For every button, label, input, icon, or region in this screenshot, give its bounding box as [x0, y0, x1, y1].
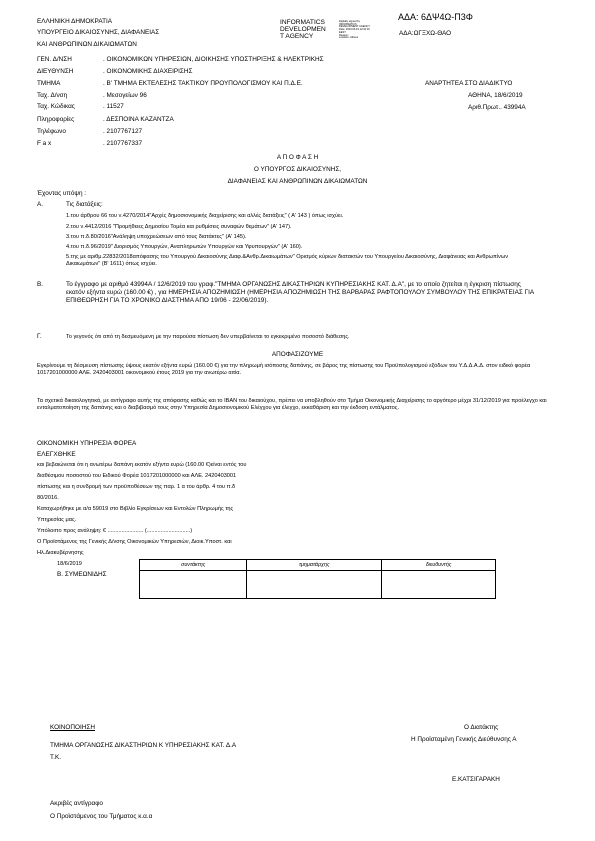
- field-label-info: Πληροφορίες: [37, 116, 75, 123]
- it-agency-logo: [280, 20, 326, 41]
- sig-note-4: Date: 2019.06.19 12:10:16: [339, 28, 370, 32]
- ada-code: ΑΔΑ: 6ΔΨ4Ω-Π3Φ: [398, 12, 473, 22]
- org-line-2: ΥΠΟΥΡΓΕΙΟ ΔΙΚΑΙΟΣΥΝΗΣ, ΔΙΑΦΑΝΕΙΑΣ: [37, 29, 160, 36]
- sig-note-3: DEVELOPMENT AGENCY: [339, 25, 371, 29]
- posting-notice: ΑΝΑΡΤΗΤΕΑ ΣΤΟ ΔΙΑΔΙΚΤΥΟ: [425, 80, 513, 87]
- field-value-phone: . 2107767127: [103, 128, 143, 135]
- finance-head-2: Ηλ.Διακυβέρνησης: [37, 550, 84, 556]
- sig-note-7: Location: Athens: [339, 36, 359, 40]
- field-label-tmima: ΤΜΗΜΑ: [37, 80, 61, 87]
- field-label-postcode: Ταχ. Κώδικας: [37, 103, 75, 110]
- finance-head-1: Ο Προϊστάμενος της Γενικής Δ/νσης Οικονομικών Υπηρεσιών, Διοικ.Υποστ. και: [37, 539, 232, 545]
- issuer-line-1: Ο ΥΠΟΥΡΓΟΣ ΔΙΚΑΙΟΣΥΝΗΣ,: [253, 166, 342, 173]
- decide-heading: ΑΠΟΦΑΣΙΖΟΥΜΕ: [271, 351, 324, 358]
- finance-line-3: πίστωσης και η συνδρομή των προϋποθέσεων της παρ. 1 α του άρθρ. 4 του π.δ: [37, 484, 236, 490]
- authorizer-role: Η Προϊσταμένη Γενικής Διεύθυνσης Α: [411, 736, 517, 743]
- field-label-phone: Τηλέφωνο: [37, 128, 66, 135]
- section-b-text: Το έγγραφο με αριθμό 43994Α / 12/6/2019 του γραφ."ΤΜΗΜΑ ΟΡΓΑΝΩΣΗΣ ΔΙΚΑΣΤΗΡΙΩΝ ΚΥΠΗΡΕΣΙΑΚΗΣ ΚΑΤ. Δ.Α", με το οποίο ζητείται η έγκριση πίστωσης εκατόν εξήντα ευρώ (160.00 €) , για ΗΜΕΡΗΣΙΑ ΑΠΟΖΗΜΙΩΣΗ (ΗΜΕΡΗΣΙΑ ΑΠΟΖΗΜΙΩΣΗ ΤΗΣ ΒΑΡΒΑΡΑΣ ΡΑΦΤΟΠΟΥΛΟΥ ΣΥΜΒΟΥΛΟΥ ΤΗΣ ΕΠΙΚΡΑΤΕΙΑΣ ΓΙΑ ΕΠΙΘΕΩΡΗΣΗ ΓΙΑ ΤΟ ΧΡΟΝΙΚΟ ΔΙΑΣΤΗΜΑ ΑΠΟ 19/06 - 22/06/2019).: [66, 281, 534, 304]
- field-value-info: . ΔΕΣΠΟΙΝΑ ΚΑΖΑΝΤΖΑ: [103, 116, 174, 123]
- decision-title: Α Π Ο Φ Α Σ Η: [276, 154, 319, 161]
- finance-service: ΟΙΚΟΝΟΜΙΚΗ ΥΠΗΡΕΣΙΑ ΦΟΡΕΑ: [37, 440, 137, 447]
- finance-line-5: Καταχωρήθηκε με α/α 59019 στο Βιβλίο Εγκρίσεων και Εντολών Πληρωμής της: [37, 506, 234, 512]
- place-date: ΑΘΗΝΑ, 18/6/2019: [468, 92, 523, 99]
- finance-line-7: Υπόλοιπο προς ανάληψη: € ....................... (............................): [37, 528, 193, 534]
- section-c-text: Το γεγονός ότι από τη δεσμευόμενη με την παρούσα πίστωση δεν υπερβαίνεται το εγκεκριμένο ποσοστό διάθεσης.: [66, 334, 350, 340]
- field-value-postcode: . 11527: [103, 103, 124, 110]
- signature-cell-head-of-section: [247, 571, 382, 599]
- it-logo-line-2: DEVELOPMEN: [280, 25, 326, 33]
- notify-tk: Τ.Κ.: [50, 754, 62, 761]
- notify-heading: ΚΟΙΝΟΠΟΙΗΣΗ: [50, 724, 95, 731]
- field-label-fax: F a x: [37, 140, 52, 147]
- sig-note-6: Reason:: [339, 33, 349, 37]
- org-line-1: ΕΛΛΗΝΙΚΗ ΔΗΜΟΚΡΑΤΙΑ: [37, 18, 113, 25]
- signature-cell-director: [382, 571, 496, 599]
- signature-col-author: συντάκτης: [140, 560, 247, 571]
- field-value-tmima: . Β' ΤΜΗΜΑ ΕΚΤΕΛΕΣΗΣ ΤΑΚΤΙΚΟΥ ΠΡΟΥΠΟΛΟΓΙΣΜΟΥ ΚΑΙ Π.Δ.Ε.: [103, 80, 303, 87]
- section-b-label: Β.: [37, 281, 44, 288]
- field-label-address: Ταχ. Δ/νση: [37, 92, 68, 99]
- authorizer-title: Ο Διατάκτης: [464, 724, 499, 731]
- signature-table: [139, 559, 496, 599]
- section-a-title: Τις διατάξεις:: [66, 201, 103, 208]
- signature-cell-author: [140, 571, 247, 599]
- it-logo-line-3: T AGENCY: [280, 32, 314, 40]
- finance-sign-date: 18/6/2019: [57, 561, 82, 567]
- considering-heading: Έχοντας υπόψη :: [37, 190, 87, 197]
- sig-note-1: Digitally signed by: [339, 20, 360, 23]
- field-value-dieuthinsi: . ΟΙΚΟΝΟΜΙΚΗΣ ΔΙΑΧΕΙΡΙΣΗΣ: [103, 68, 193, 75]
- finance-sign-name: Β. ΣΥΜΕΩΝΙΔΗΣ: [57, 571, 107, 578]
- field-value-fax: . 2107767337: [103, 140, 143, 147]
- digital-signature-note: [339, 21, 370, 40]
- notify-dept: ΤΜΗΜΑ ΟΡΓΑΝΩΣΗΣ ΔΙΚΑΣΤΗΡΙΩΝ Κ ΥΠΗΡΕΣΙΑΚΗΣ ΚΑΤ. Δ.Α: [50, 742, 237, 749]
- field-value-gen-dnsi: . ΟΙΚΟΝΟΜΙΚΩΝ ΥΠΗΡΕΣΙΩΝ, ΔΙΟΙΚΗΣΗΣ ΥΠΟΣΤΗΡΙΞΗΣ & ΗΛΕΚΤΡΙΚΗΣ: [103, 56, 324, 63]
- org-line-3: ΚΑΙ ΑΝΘΡΩΠΙΝΩΝ ΔΙΚΑΙΩΜΑΤΩΝ: [37, 41, 137, 48]
- decision-paragraph-1: Εγκρίνουμε τη δέσμευση πίστωσης ύψους εκατόν εξήντα ευρώ (160.00 €) για την πληρωμή ισόποσης δαπάνης, σε βάρος της πίστωσης του Προϋπολογισμού εξόδων του Υ.Δ.Δ.Α.Δ. στον ειδικό φορέα 1017201000000 ΑΛΕ. 2420403001 οικονομικού έτους 2019 για την ανωτέρω αιτία.: [37, 363, 531, 376]
- head-of-dept: Ο Προϊστάμενος του Τμήματος κ.α.α: [50, 813, 153, 820]
- authorizer-name: Ε.ΚΑΤΣΙΓΑΡΑΚΗ: [452, 776, 500, 783]
- finance-line-6: Υπηρεσίας μας.: [37, 517, 77, 523]
- field-label-dieuthinsi: ΔΙΕΥΘΥΝΣΗ: [37, 68, 74, 75]
- issuer-line-2: ΔΙΑΦΑΝΕΙΑΣ ΚΑΙ ΑΝΘΡΩΠΙΝΩΝ ΔΙΚΑΙΩΜΑΤΩΝ: [227, 178, 368, 185]
- decision-paragraph-2: Τα σχετικά δικαιολογητικά, με αντίγραφο αυτής της απόφασης καθώς και το IBAN του δικαιούχου, πρέπει να υποβληθούν στο Τμήμα Οικονομικής Διαχείρισης το αργότερο μέχρι 31/12/2019 για προέλεγχο και ενταλματοποίηση της δαπάνης και ο διαβιβασμό τους στην Υπηρεσία Δημοσιονομικού Ελέγχου για έλεγχο, εκκαθάριση και την έκδοση εντάλματος.: [37, 398, 547, 411]
- section-a-label: Α.: [37, 201, 44, 208]
- provision-1: 1.του άρθρου 66 του ν.4270/2014"Αρχές δημοσιονομικής διαχείρισης και αλλές διατάξεις" ( Α' 143 ) όπως ισχύει.: [66, 213, 344, 219]
- sig-note-2: INFORMATICS: [339, 22, 357, 26]
- section-c-label: Γ.: [37, 333, 42, 340]
- protocol-number: Αριθ.Πρωτ.. 43994Α: [468, 104, 526, 111]
- ada-sub-code: ΑΔΑ:ΩΓΞΧΩ-ΘΑΟ: [399, 30, 452, 37]
- exact-copy: Ακριβές αντίγραφο: [50, 800, 103, 807]
- finance-checked: ΕΛΕΓΧΘΗΚΕ: [37, 451, 76, 458]
- field-label-gen-dnsi: ΓΕΝ. Δ/ΝΣΗ: [37, 56, 72, 63]
- field-value-address: . Μεσογείων 96: [103, 92, 147, 99]
- provision-5: 5.της με αριθμ.22832/2018απόφασης του Υπουργού Δικαιοσύνης Διαφ.&Ανθρ.Δικαιωμάτων" Ορισμός κύριων διατακτών του Υπουργείου Δικαιοσύνης, Διαφάνειας και Ανθρωπίνων Δικαιωμάτων" (Β' 1611) όπως ισχύει.: [66, 254, 509, 267]
- provision-4: 4.του π.δ.96/2019" Διορισμός Υπουργών, Αναπληρωτών Υπουργών και Υφυπουργών" (Α' 160).: [66, 244, 303, 250]
- finance-line-2: διαθέσιμου ποσοστού του Ειδικού Φορέα 1017201000000 και ΑΛΕ. 2420403001: [37, 473, 237, 479]
- sig-note-5: EEST: [339, 30, 346, 34]
- signature-col-director: διευθυντής: [382, 560, 496, 571]
- signature-col-head-of-section: τμηματάρχης: [247, 560, 382, 571]
- finance-line-4: 80/2016.: [37, 495, 59, 501]
- finance-line-1: και βεβαιώνεται ότι η ανωτέρω δαπάνη εκατόν εξήντα ευρώ (160.00 €)είναι εντός του: [37, 462, 247, 468]
- provision-3: 3.του π.δ.80/2016"Ανάληψη υποχρεώσεων από τους διατάκτες" (Α' 145).: [66, 234, 247, 240]
- provision-2: 2.του ν.4412/2016 "Προμήθειες Δημοσίου Τομέα και ρυθμίσεις συναφών θεμάτων" (Α' 147).: [66, 224, 292, 230]
- it-logo-line-1: INFORMATICS: [280, 19, 325, 26]
